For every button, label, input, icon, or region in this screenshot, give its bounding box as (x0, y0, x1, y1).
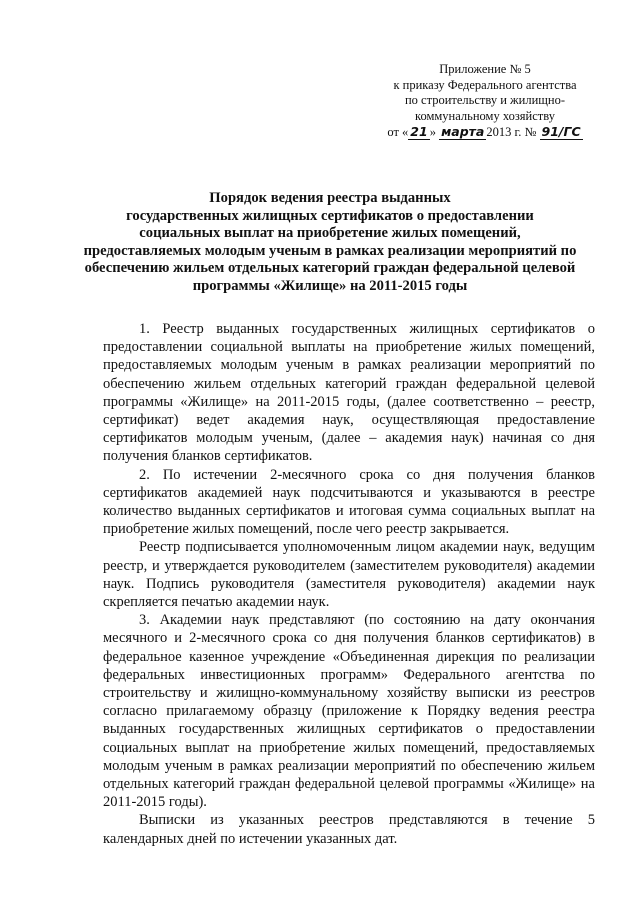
title-line-3: социальных выплат на приобретение жилых помещений, (139, 225, 521, 241)
title-line-2: государственных жилищных сертификатов о предоставлении (126, 207, 534, 224)
date-prefix: от « (387, 125, 409, 139)
paragraph-4: 3. Академии наук представляют (по состоянию на дату окончания месячного и 2-месячного срока со дня получения бланков сертификатов) в федеральное казенное учреждение «Объединенная дирекция по реализации федеральных инвестиционных программ» Федерального агентства по строительству и жилищно-коммунальному хозяйству выписки из реестров согласно прилагаемому образцу (приложение к Порядку ведения реестра выданных государственных жилищных сертификатов о предоставлении социальных выплат на приобретение жилых помещений, предоставляемых молодым ученым в рамках реализации мероприятий по обеспечению жильем отдельных категорий граждан федеральной целевой программы «Жилище» на 2011-2015 годы). (103, 612, 595, 811)
title-line-6: программы «Жилище» на 2011-2015 годы (192, 277, 468, 294)
title-line-5: обеспечению жильем отдельных категорий граждан федеральной целевой (84, 260, 576, 276)
paragraph-2: 2. По истечении 2-месячного срока со дня получения бланков сертификатов академией наук подсчитываются и указываются в реестре количество выданных сертификатов и итоговая сумма социальных выплат на приобретение жилых помещений, после чего реестр закрывается. (103, 466, 595, 538)
paragraph-1: 1. Реестр выданных государственных жилищных сертификатов о предоставлении социальной выплаты на приобретение жилых помещений, предоставляемых молодым ученым в рамках реализации мероприятий по обеспечению жильем отдельных категорий граждан федеральной целевой программы «Жилище» на 2011-2015 годы, (далее соответственно – реестр, сертификат) ведет академия наук, осуществляющая предоставление сертификатов молодым ученым, (далее – академия наук) начиная со дня получения бланков сертификатов. (103, 321, 595, 465)
annex-header (365, 62, 605, 141)
document-title (70, 190, 590, 295)
date-mid: » (429, 125, 436, 139)
document-body (103, 320, 595, 848)
annex-date-line (365, 124, 605, 141)
paragraph-5: Выписки из указанных реестров представляются в течение 5 календарных дней по истечении указанных дат. (103, 812, 595, 847)
annex-agency-line1: по строительству и жилищно- (404, 93, 566, 107)
paragraph-3: Реестр подписывается уполномоченным лицом академии наук, ведущим реестр, и утверждается руководителем (заместителем руководителя) академии наук. Подпись руководителя (заместителя руководителя) академии наук скрепляется печатью академии наук. (103, 539, 595, 611)
handwritten-day: 21 (410, 124, 428, 139)
handwritten-month: марта (441, 124, 485, 139)
date-year: 2013 г. № (486, 125, 537, 139)
handwritten-order-number: 91/ГС (541, 124, 581, 139)
title-line-4: предоставляемых молодым ученым в рамках реализации мероприятий по (83, 242, 577, 259)
annex-title: Приложение № 5 (439, 62, 531, 76)
annex-order-ref: к приказу Федерального агентства (393, 77, 577, 92)
annex-agency-line2: коммунальному хозяйству (415, 108, 555, 123)
title-line-1: Порядок ведения реестра выданных (209, 190, 451, 206)
